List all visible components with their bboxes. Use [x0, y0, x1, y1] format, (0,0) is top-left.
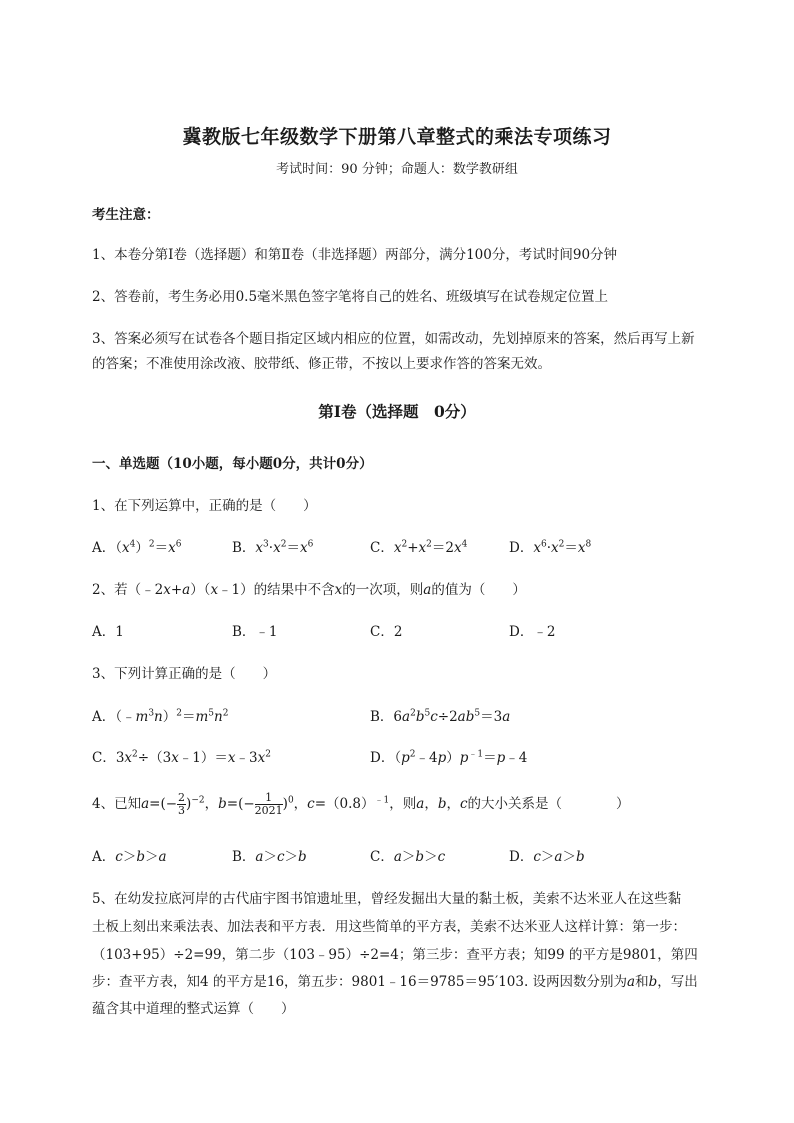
question-2-option-c: C．2 [370, 624, 403, 640]
question-1-option-c: C．$x^2+x^2=2x^4$ [370, 539, 468, 556]
question-5-line-5: 蕴含其中道理的整式运算（ ） [92, 1001, 295, 1017]
question-3-option-b: B．$6a^2b^5c\div 2ab^5=3a$ [370, 708, 511, 725]
question-4-option-a: A．c＞b＞a [92, 849, 167, 865]
question-5-line-3: （103+95）÷2=99，第二步（103﹣95）÷2=4；第三步：查平方表；知99 的平方是9801，第四 [92, 947, 698, 963]
question-2-option-a: A．1 [92, 624, 124, 640]
question-1-stem: 1、在下列运算中，正确的是（ ） [92, 498, 317, 514]
question-2-stem: 2、若（﹣2x+a）（x﹣1）的结果中不含x的一次项，则a的值为（ ） [92, 582, 526, 598]
page-title: 冀教版七年级数学下册第八章整式的乘法专项练习 [182, 126, 612, 148]
question-4-option-d: D．c＞a＞b [509, 849, 585, 865]
question-3-option-a: A．$(﹣m^3n)^2=m^5n^2$ [92, 708, 229, 725]
notice-1: 1、本卷分第Ⅰ卷（选择题）和第Ⅱ卷（非选择题）两部分，满分100分，考试时间90分钟 [92, 247, 618, 263]
question-1-option-a: A．$(x^4)^2=x^6$ [92, 539, 182, 556]
question-4-option-b: B．a＞c＞b [232, 849, 307, 865]
notice-3-line-1: 3、答案必须写在试卷各个题目指定区域内相应的位置，如需改动，先划掉原来的答案，然后再写上新 [92, 331, 695, 347]
question-3-stem: 3、下列计算正确的是（ ） [92, 666, 277, 682]
notice-3-line-2: 的答案；不准使用涂改液、胶带纸、修正带，不按以上要求作答的答案无效。 [92, 356, 551, 372]
question-5-line-2: 土板上刻出来乘法表、加法表和平方表．用这些简单的平方表，美索不达米亚人这样计算：第一步： [92, 919, 686, 935]
exam-info: 考试时间：90 分钟；命题人：数学教研组 [276, 162, 518, 177]
question-4-option-c: C．a＞b＞c [370, 849, 446, 865]
question-3-option-d: D．$(p^2﹣4p)p^{﹣1}=p﹣4$ [370, 749, 528, 766]
question-2-option-d: D．﹣2 [509, 624, 556, 640]
notice-2: 2、答卷前，考生务必用0.5毫米黑色签字笔将自己的姓名、班级填写在试卷规定位置上 [92, 289, 609, 305]
question-1-option-d: D．$x^6\cdot x^2=x^8$ [509, 539, 592, 556]
part-heading: 一、单选题（10小题，每小题0分，共计0分） [92, 456, 373, 472]
question-2-option-b: B．﹣1 [232, 624, 278, 640]
question-3-option-c: C．$3x^2\div(3x﹣1)=x﹣3x^2$ [92, 749, 271, 766]
question-5-line-4: 步：查平方表，知4 的平方是16，第五步：9801﹣16＝9785＝95′103. 设两因数分别为a和b，写出 [92, 974, 698, 990]
question-4-stem: 4、已知a=(− $\frac{2}{3}$ )$^{-2}$，b=(− $\frac{1}{2021}$ )$^0$，$c=(0.8)^{﹣1}$，则a，b，c的大小关系是（ ） [92, 791, 630, 817]
question-5-line-1: 5、在幼发拉底河岸的古代庙宇图书馆遗址里，曾经发掘出大量的黏土板，美索不达米亚人在这些黏 [92, 891, 682, 907]
section-title: 第Ⅰ卷（选择题 0分） [318, 402, 476, 421]
question-1-option-b: B．$x^3\cdot x^2=x^6$ [232, 539, 314, 556]
notice-heading: 考生注意： [92, 207, 160, 223]
